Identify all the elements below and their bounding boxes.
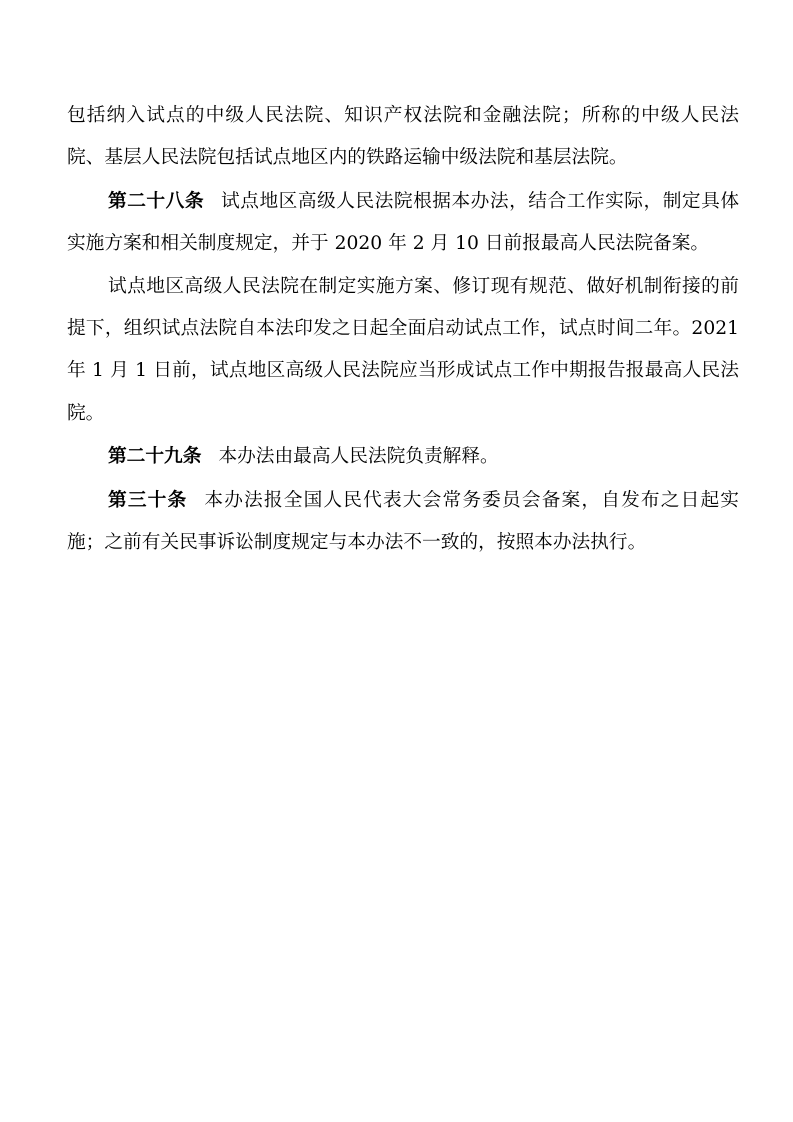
paragraph-text: 试点地区高级人民法院在制定实施方案、修订现有规范、做好机制衔接的前提下，组织试点法院自本法印发之日起全面启动试点工作，试点时间二年。2021 年 1 月 1 日前，试点地区高级人民法院应当形成试点工作中期报告报最高人民法院。 (67, 275, 739, 424)
paragraph-text: 试点地区高级人民法院根据本办法，结合工作实际，制定具体实施方案和相关制度规定，并于 2020 年 2 月 10 日前报最高人民法院备案。 (67, 190, 740, 255)
document-text-block (67, 95, 739, 564)
paragraph-text: 包括纳入试点的中级人民法院、知识产权法院和金融法院；所称的中级人民法院、基层人民法院包括试点地区内的铁路运输中级法院和基层法院。 (67, 105, 739, 169)
paragraph-text: 本办法报全国人民代表大会常务委员会备案，自发布之日起实施；之前有关民事诉讼制度规定与本办法不一致的，按照本办法执行。 (67, 489, 739, 554)
article-number: 第三十条 (108, 488, 188, 511)
paragraph (67, 266, 739, 436)
paragraph (67, 95, 739, 180)
paragraph (67, 435, 739, 478)
article-number: 第二十九条 (108, 445, 202, 468)
paragraph (67, 479, 739, 565)
paragraph (67, 180, 739, 266)
article-number: 第二十八条 (108, 189, 205, 212)
paragraph-text: 本办法由最高人民法院负责解释。 (218, 446, 499, 468)
